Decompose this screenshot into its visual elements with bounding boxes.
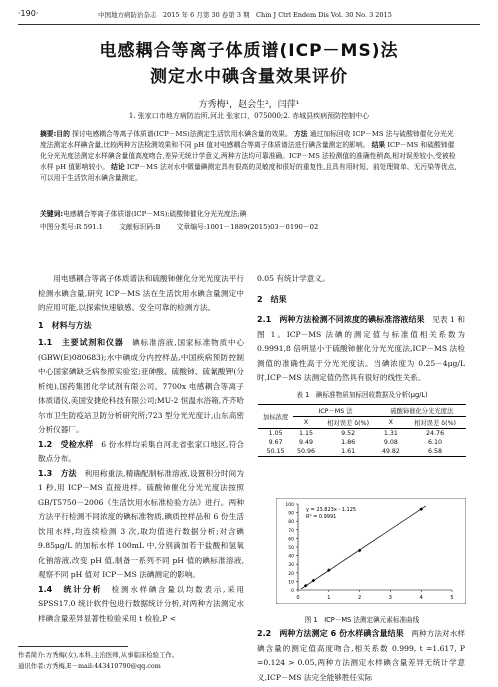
section-2-2	[257, 627, 465, 685]
y-tick-label: 50	[288, 546, 294, 551]
table-cell: 24.76	[426, 430, 445, 437]
section-1-2-text: 6 份水样均采集自河北省张家口地区,符合散点分布。	[38, 439, 244, 463]
table-cell: 9.67	[268, 439, 283, 446]
section-1-heading: 1 材料与方法	[38, 320, 92, 330]
authors: 方秀梅¹，赵会生²，闫萍¹	[198, 100, 300, 110]
keywords-text: 电感耦合等离子体质谱(ICP－MS);硫酸铈催化分光光度法;碘	[63, 210, 247, 218]
result-label: 结果	[371, 141, 386, 149]
journal-line: 中国地方病防治杂志 2015 年 6 月第 30 卷第 3 期 Chin J Ctrl Endem Dis Vol. 30 No. 3 2015	[98, 11, 392, 19]
col-header-x-icp: X	[303, 419, 309, 426]
table-cell: 50.96	[297, 448, 316, 455]
section-2-1-text: 见表 1 和图 1。ICP－MS 法碘的测定值与标准值相关系数为 0.9991,8 倍明显小于硫酸铈催化分光光度法,ICP－MS 法检测值的准确性高于分光光度法。当碘浓度为 0.25－4μg/L 时,ICP－MS 法测定值仍然具有很好的线性关系。	[257, 315, 466, 382]
table-cell: 6.10	[428, 439, 443, 446]
abstract	[40, 129, 460, 184]
section-2-heading: 2 结果	[257, 294, 287, 304]
section-2-1-label: 2.1 两种方法检测不同浓度的碘标准溶液结果	[257, 315, 425, 324]
table-row	[258, 447, 466, 457]
section-1-1	[38, 336, 244, 438]
continued-text: 0.05 有统计学意义。	[257, 274, 330, 283]
recovery-table	[258, 404, 466, 457]
author-bio: 作者简介:方秀梅(女),本科,主治医师,从事临床检验工作。	[18, 651, 179, 659]
clc-number: 中图分类号:R 591.1	[40, 223, 104, 231]
conclusion-label: 结论	[111, 163, 125, 171]
section-2-2-label: 2.2 两种方法测定 6 份水样碘含量结果	[257, 629, 404, 638]
running-header	[0, 0, 498, 26]
doc-code: 文献标识码:B	[119, 223, 161, 231]
col-header-ce: 硫酸铈催化分光光度法	[378, 405, 466, 417]
section-1-2	[38, 438, 244, 467]
section-1-4-text: 检测水样碘含量以均数表示,采用 SPSS17.0 统计软件包进行数据统计分析,对两种方法测定水样碘含量差异显著性检验采用 t 检验,P <	[38, 584, 245, 623]
table-title: 表 1 碘标准物质加标回收数据及分析(μg/L)	[296, 391, 428, 399]
trend-equation: y = 23.823x - 1.125	[306, 507, 357, 513]
y-tick-label: 60	[288, 537, 294, 543]
y-tick-label: 40	[288, 554, 294, 560]
table-cell: 9.52	[341, 430, 356, 437]
x-tick-label: 1	[327, 595, 331, 601]
y-tick-label: 0	[291, 589, 294, 594]
right-column-bottom	[257, 627, 465, 685]
abstract-result: ICP－MS 和硫酸铈催化分光光度法测定水样碘含量值高度吻合,差异无统计学意义,两种方法均可靠准确。ICP－MS 法检测值的准确性稍高,相对误差较小,受被检水样 pH 值影响较小。	[40, 141, 456, 171]
method-label: 方法	[293, 130, 308, 138]
article-number: 文章编号:1001－1889(2015)03－0190－02	[176, 223, 319, 231]
x-tick-label: 5	[450, 595, 454, 601]
table-cell: 1.05	[268, 430, 283, 437]
section-1-4-label: 1.4 统计分析	[38, 584, 103, 594]
x-tick-label: 2	[358, 595, 362, 601]
section-2-2-text: 两种方法对水样碘含量的测定值高度吻合,相关系数 0.999, t =1.617, P =0.124 > 0.05,两种方法测定水样碘含量差异无统计学意义,ICP－MS 法完全能够胜任实际	[257, 629, 465, 682]
keywords	[40, 208, 460, 218]
abstract-conclusion: ICP－MS 法对水中微量碘测定具有很高的灵敏度和很好的重复性,且具有用时短、前处理简单、无污染等优点,可以用于生活饮用水碘含量测定。	[40, 163, 457, 182]
x-tick-label: 4	[419, 595, 423, 601]
y-tick-label: 100	[285, 503, 294, 508]
col-header-conc: 加标浓度	[263, 414, 289, 421]
right-column-top	[257, 272, 465, 386]
table-cell: 9.08	[383, 439, 398, 446]
corresponding-author: 通讯作者:方秀梅,E－mail:443410790@qq.com	[18, 662, 161, 670]
chart-frame	[276, 498, 466, 604]
section-1-2-label: 1.2 受检水样	[38, 439, 94, 449]
col-header-x-ce: X	[388, 419, 393, 426]
table-cell: 9.49	[299, 439, 314, 446]
table-cell: 1.61	[341, 448, 356, 455]
x-tick-label: 0	[296, 595, 300, 601]
abstract-label: 摘要:目的	[40, 130, 70, 138]
figure-caption: 图 1 ICP－MS 法测定碘元素标准曲线	[304, 616, 420, 624]
table-cell: 50.15	[266, 448, 285, 455]
table-cell: 1.31	[383, 430, 398, 437]
header-rule	[18, 24, 480, 25]
col-header-icp: ICP－MS 法	[293, 405, 377, 417]
y-tick-label: 80	[288, 520, 294, 526]
footnote-rule	[18, 646, 128, 647]
x-tick-label: 3	[388, 595, 392, 601]
page-number: ·190·	[18, 9, 39, 18]
y-tick-label: 10	[288, 580, 294, 586]
y-tick-label: 30	[288, 563, 294, 569]
y-tick-label: 70	[288, 528, 294, 534]
section-1-3-label: 1.3 方法	[38, 468, 77, 478]
table-row	[258, 429, 466, 439]
abstract-objective: 探讨电感耦合等离子体质谱(ICP－MS)法测定生活饮用水碘含量的效果。	[72, 130, 292, 138]
y-tick-label: 20	[288, 571, 294, 577]
section-1-1-label: 1.1 主要试剂和仪器	[38, 338, 124, 347]
col-header-err-icp: 相对误差 δ(%)	[327, 420, 370, 427]
classification	[40, 221, 460, 231]
r-squared: R² = 0.9991	[306, 514, 337, 520]
standard-curve-chart	[276, 498, 466, 604]
abstract-method: 通过加标回收 ICP－MS 法与硫酸铈催化分光光度法测定水样碘含量,比较两种方法检测效果和不同 pH 值对电感耦合等离子体质谱法进行碘含量测定的影响。	[40, 130, 454, 149]
section-1-1-text: 碘标准溶液,国家标准物质中心(GBW(E)080683);水中碘成分内控样品,中国疾病预防控制中心国家碘缺乏病参照实验室;亚砷酸、硫酸铈、硫氰酸钾(分析纯),国药集团化学试剂有限公司。7700x 电感耦合等离子体质谱仪,美国安捷伦科技有限公司;MU-2 恒温水浴箱,齐齐哈尔市卫生防疫站卫防分析研究所;723 型分光光度计,山东高密分析仪器厂。	[38, 338, 245, 434]
footnote	[18, 650, 178, 672]
affiliation: 1. 张家口市地方病防治所,河北 张家口，075000;2. 赤城县疾病预防控制中心	[128, 112, 370, 120]
section-2-1	[257, 313, 465, 386]
table-cell: 1.86	[341, 439, 356, 446]
table-row	[258, 438, 466, 447]
intro-paragraph: 用电感耦合等离子体质谱法和硫酸铈催化分光光度法平行检测水碘含量,研究 ICP－MS 法在生活饮用水碘含量测定中的应用可能,以探索快速敏感、安全可靠的检测方法。	[38, 274, 244, 312]
left-column	[38, 272, 244, 626]
section-1-3	[38, 467, 244, 583]
table-cell: 1.15	[299, 430, 314, 437]
keywords-label: 关键词:	[40, 210, 64, 218]
table-cell: 49.82	[381, 448, 400, 455]
section-1-4	[38, 583, 244, 627]
title-line-2: 测定水中碘含量效果评价	[150, 67, 348, 87]
y-tick-label: 90	[288, 511, 294, 517]
section-1-3-text: 利用称重法,精确配制标准溶液,设置积分时间为 1 秒,用 ICP－MS 直接进样。硫酸铈催化分光光度法按照 GB/T5750－2006《生活饮用水标准检验方法》进行。两种方法平行检测不同浓度的碘标准物质,碘质控样品和 6 份生活饮用水样,均连续检测 3 次,取均值进行数据分析;对含碘 9.85μg/L 的加标水样 100mL 中,分别滴加若干盐酸和氢氧化钠溶液,改变 pH 值,制备一系列不同 pH 值的碘标准溶液,观察不同 pH 值对 ICP－MS 法碘测定的影响。	[38, 468, 245, 579]
col-header-err-ce: 相对误差 δ(%)	[414, 420, 457, 427]
title-line-1: 电感耦合等离子体质谱(ICP－MS)法	[99, 41, 399, 61]
table-cell: 6.58	[428, 448, 443, 455]
